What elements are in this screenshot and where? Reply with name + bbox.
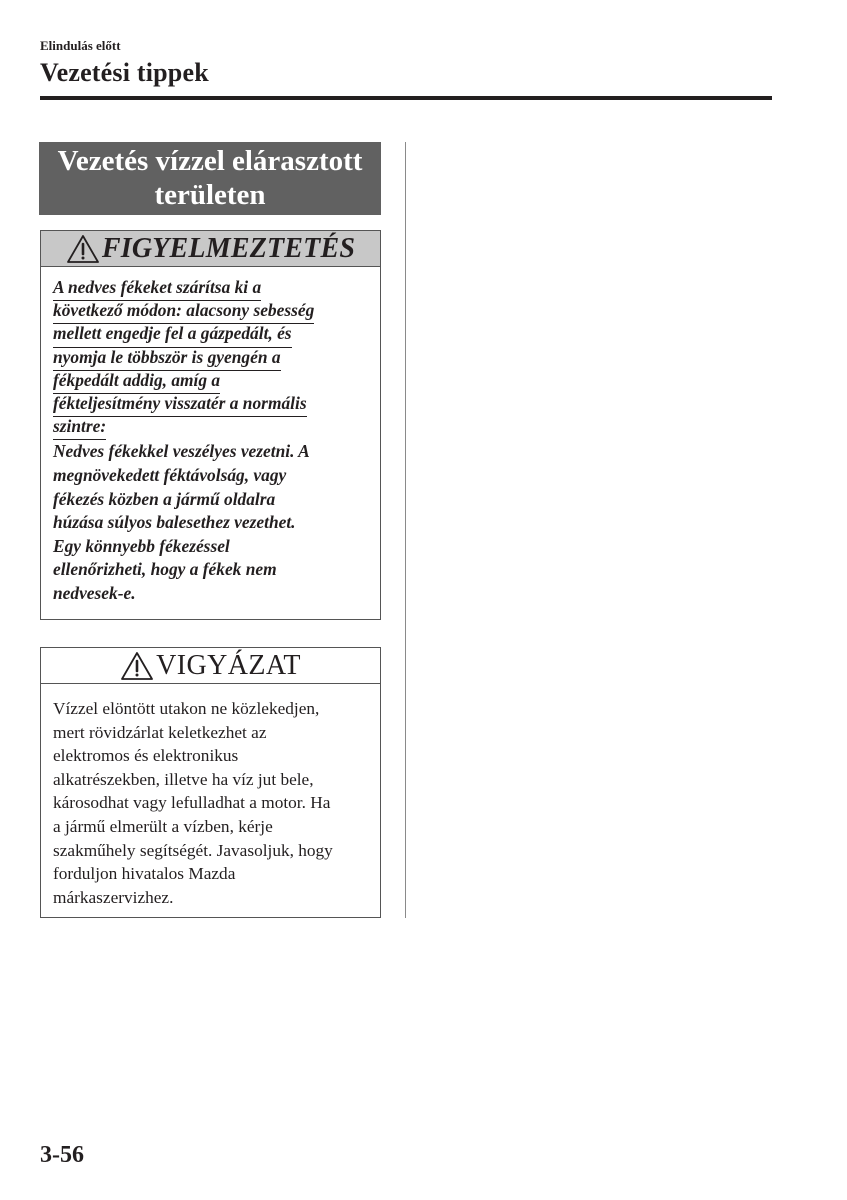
- warning-header: [41, 231, 380, 267]
- caution-text-line: károsodhat vagy lefulladhat a motor. Ha: [53, 793, 331, 813]
- caution-body: [41, 684, 380, 909]
- warning-text-line: nedvesek-e.: [53, 582, 136, 603]
- breadcrumb: Elindulás előtt: [40, 38, 121, 53]
- caution-text-line: forduljon hivatalos Mazda: [53, 864, 236, 884]
- caution-text-line: Vízzel elöntött utakon ne közlekedjen,: [53, 699, 320, 718]
- caution-text-line: elektromos és elektronikus: [53, 746, 239, 766]
- warning-text-line: fékezés közben a jármű oldalra: [53, 488, 276, 509]
- caution-text-line: márkaszervizhez.: [53, 887, 174, 907]
- header-rule: [40, 96, 772, 100]
- section-title-line: Vezetés vízzel elárasztott: [57, 145, 363, 177]
- warning-underlined-line: következő módon: alacsony sebesség: [53, 301, 314, 324]
- warning-text-line: ellenőrizheti, hogy a fékek nem: [53, 559, 277, 580]
- section-banner: [39, 142, 381, 215]
- page-number: 3-56: [40, 1142, 84, 1168]
- warning-triangle-icon: [66, 234, 100, 264]
- warning-text-line: Nedves fékekkel veszélyes vezetni. A: [53, 441, 310, 462]
- column-divider: [405, 142, 406, 918]
- warning-body: [41, 267, 380, 605]
- caution-header: [41, 648, 380, 684]
- warning-underlined-line: fékteljesítmény visszatér a normális: [53, 394, 307, 417]
- warning-box: [40, 230, 381, 620]
- page-title: Vezetési tippek: [40, 58, 209, 87]
- section-title-line: területen: [154, 179, 266, 211]
- warning-underlined-line: fékpedált addig, amíg a: [53, 371, 220, 394]
- warning-text-line: Egy könnyebb fékezéssel: [53, 535, 230, 556]
- warning-underlined-line: nyomja le többször is gyengén a: [53, 348, 281, 371]
- warning-text-line: húzása súlyos balesethez vezethet.: [53, 512, 296, 533]
- warning-triangle-icon: [120, 651, 154, 681]
- caution-text-line: a jármű elmerült a vízben, kérje: [53, 816, 273, 836]
- warning-underlined-line: mellett engedje fel a gázpedált, és: [53, 324, 292, 347]
- warning-title: FIGYELMEZTETÉS: [101, 232, 356, 264]
- warning-underlined-line: szintre:: [53, 417, 106, 440]
- caution-title: VIGYÁZAT: [156, 649, 301, 681]
- warning-underlined-line: A nedves fékeket szárítsa ki a: [53, 278, 261, 301]
- caution-text-line: szakműhely segítségét. Javasoljuk, hogy: [53, 840, 333, 860]
- caution-text-line: mert rövidzárlat keletkezhet az: [53, 722, 267, 742]
- caution-text-line: alkatrészekben, illetve ha víz jut bele,: [53, 769, 314, 789]
- caution-box: [40, 647, 381, 918]
- warning-text-line: megnövekedett féktávolság, vagy: [53, 464, 287, 485]
